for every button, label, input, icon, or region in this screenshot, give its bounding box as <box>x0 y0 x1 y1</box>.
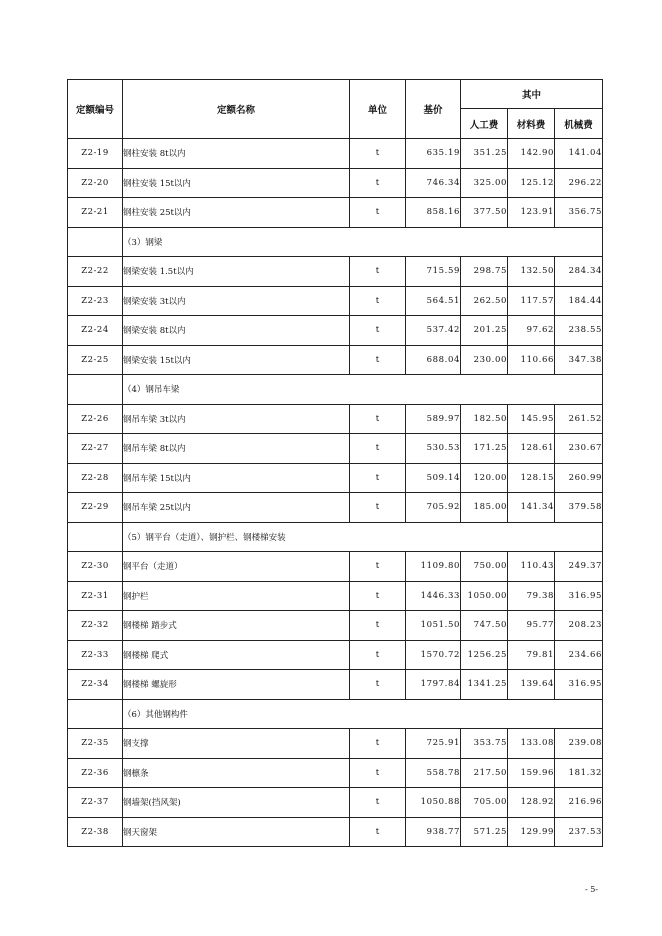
base-price-cell: 938.77 <box>406 817 461 847</box>
material-cost-cell: 110.66 <box>508 345 555 375</box>
unit-cell: t <box>350 758 406 788</box>
section-row <box>68 699 603 729</box>
unit-cell: t <box>350 817 406 847</box>
unit-cell: t <box>350 552 406 582</box>
quota-name: 钢支撑 <box>123 729 350 759</box>
quota-code: Z2-28 <box>68 463 123 493</box>
labor-cost-cell: 217.50 <box>461 758 508 788</box>
base-price-cell: 715.59 <box>406 257 461 287</box>
header-labor-cost: 人工费 <box>461 109 508 139</box>
quota-name: 钢柱安装 8t以内 <box>123 139 350 169</box>
section-row <box>68 522 603 552</box>
quota-code: Z2-37 <box>68 788 123 818</box>
machine-cost-cell: 261.52 <box>555 404 603 434</box>
labor-cost-cell: 1341.25 <box>461 670 508 700</box>
quota-code: Z2-22 <box>68 257 123 287</box>
unit-cell: t <box>350 198 406 228</box>
material-cost-cell: 128.92 <box>508 788 555 818</box>
table-row <box>68 316 603 346</box>
machine-cost-cell: 347.38 <box>555 345 603 375</box>
material-cost-cell: 142.90 <box>508 139 555 169</box>
table-row <box>68 493 603 523</box>
unit-cell: t <box>350 640 406 670</box>
quota-code: Z2-30 <box>68 552 123 582</box>
labor-cost-cell: 201.25 <box>461 316 508 346</box>
machine-cost-cell: 356.75 <box>555 198 603 228</box>
machine-cost-cell: 184.44 <box>555 286 603 316</box>
unit-cell: t <box>350 168 406 198</box>
material-cost-cell: 141.34 <box>508 493 555 523</box>
quota-code: Z2-27 <box>68 434 123 464</box>
table-row <box>68 788 603 818</box>
labor-cost-cell: 182.50 <box>461 404 508 434</box>
table-row <box>68 139 603 169</box>
machine-cost-cell: 239.08 <box>555 729 603 759</box>
section-title: （4）钢吊车梁 <box>123 375 603 405</box>
header-material-cost: 材料费 <box>508 109 555 139</box>
page-number: - 5- <box>584 885 598 894</box>
quota-code: Z2-36 <box>68 758 123 788</box>
section-row <box>68 227 603 257</box>
unit-cell: t <box>350 729 406 759</box>
labor-cost-cell: 325.00 <box>461 168 508 198</box>
base-price-cell: 537.42 <box>406 316 461 346</box>
base-price-cell: 589.97 <box>406 404 461 434</box>
material-cost-cell: 79.81 <box>508 640 555 670</box>
labor-cost-cell: 351.25 <box>461 139 508 169</box>
labor-cost-cell: 120.00 <box>461 463 508 493</box>
quota-name: 钢楼梯 螺旋形 <box>123 670 350 700</box>
material-cost-cell: 117.57 <box>508 286 555 316</box>
material-cost-cell: 95.77 <box>508 611 555 641</box>
machine-cost-cell: 181.32 <box>555 758 603 788</box>
labor-cost-cell: 262.50 <box>461 286 508 316</box>
table-row <box>68 758 603 788</box>
base-price-cell: 530.53 <box>406 434 461 464</box>
base-price-cell: 705.92 <box>406 493 461 523</box>
table-row <box>68 640 603 670</box>
machine-cost-cell: 238.55 <box>555 316 603 346</box>
quota-name: 钢护栏 <box>123 581 350 611</box>
labor-cost-cell: 1256.25 <box>461 640 508 670</box>
quota-name: 钢吊车梁 25t以内 <box>123 493 350 523</box>
quota-table <box>67 79 603 847</box>
machine-cost-cell: 237.53 <box>555 817 603 847</box>
machine-cost-cell: 208.23 <box>555 611 603 641</box>
unit-cell: t <box>350 286 406 316</box>
section-code-cell <box>68 699 123 729</box>
labor-cost-cell: 230.00 <box>461 345 508 375</box>
base-price-cell: 688.04 <box>406 345 461 375</box>
machine-cost-cell: 379.58 <box>555 493 603 523</box>
table-row <box>68 198 603 228</box>
unit-cell: t <box>350 257 406 287</box>
unit-cell: t <box>350 463 406 493</box>
header-machine-cost: 机械费 <box>555 109 603 139</box>
material-cost-cell: 132.50 <box>508 257 555 287</box>
quota-name: 钢柱安装 25t以内 <box>123 198 350 228</box>
quota-code: Z2-33 <box>68 640 123 670</box>
quota-name: 钢墙架(挡风架) <box>123 788 350 818</box>
header-unit: 单位 <box>350 80 406 139</box>
quota-code: Z2-31 <box>68 581 123 611</box>
machine-cost-cell: 216.96 <box>555 788 603 818</box>
section-title: （3）钢梁 <box>123 227 603 257</box>
machine-cost-cell: 316.95 <box>555 581 603 611</box>
material-cost-cell: 129.99 <box>508 817 555 847</box>
base-price-cell: 635.19 <box>406 139 461 169</box>
unit-cell: t <box>350 434 406 464</box>
labor-cost-cell: 750.00 <box>461 552 508 582</box>
labor-cost-cell: 171.25 <box>461 434 508 464</box>
table-row <box>68 168 603 198</box>
table-row <box>68 670 603 700</box>
labor-cost-cell: 747.50 <box>461 611 508 641</box>
table-row <box>68 552 603 582</box>
quota-name: 钢梁安装 3t以内 <box>123 286 350 316</box>
section-row <box>68 375 603 405</box>
machine-cost-cell: 234.66 <box>555 640 603 670</box>
unit-cell: t <box>350 611 406 641</box>
material-cost-cell: 139.64 <box>508 670 555 700</box>
base-price-cell: 558.78 <box>406 758 461 788</box>
table-row <box>68 404 603 434</box>
labor-cost-cell: 571.25 <box>461 817 508 847</box>
quota-code: Z2-21 <box>68 198 123 228</box>
machine-cost-cell: 296.22 <box>555 168 603 198</box>
table-row <box>68 463 603 493</box>
quota-code: Z2-38 <box>68 817 123 847</box>
base-price-cell: 509.14 <box>406 463 461 493</box>
base-price-cell: 725.91 <box>406 729 461 759</box>
quota-code: Z2-19 <box>68 139 123 169</box>
section-code-cell <box>68 522 123 552</box>
machine-cost-cell: 141.04 <box>555 139 603 169</box>
labor-cost-cell: 353.75 <box>461 729 508 759</box>
material-cost-cell: 110.43 <box>508 552 555 582</box>
quota-code: Z2-23 <box>68 286 123 316</box>
quota-code: Z2-20 <box>68 168 123 198</box>
quota-name: 钢平台（走道） <box>123 552 350 582</box>
unit-cell: t <box>350 670 406 700</box>
material-cost-cell: 128.15 <box>508 463 555 493</box>
machine-cost-cell: 230.67 <box>555 434 603 464</box>
machine-cost-cell: 249.37 <box>555 552 603 582</box>
labor-cost-cell: 1050.00 <box>461 581 508 611</box>
machine-cost-cell: 316.95 <box>555 670 603 700</box>
quota-name: 钢楼梯 爬式 <box>123 640 350 670</box>
quota-code: Z2-29 <box>68 493 123 523</box>
quota-name: 钢天窗架 <box>123 817 350 847</box>
labor-cost-cell: 705.00 <box>461 788 508 818</box>
base-price-cell: 1050.88 <box>406 788 461 818</box>
material-cost-cell: 79.38 <box>508 581 555 611</box>
header-base-price: 基价 <box>406 80 461 139</box>
table-row <box>68 434 603 464</box>
quota-name: 钢吊车梁 15t以内 <box>123 463 350 493</box>
header-among: 其中 <box>461 80 603 109</box>
quota-name: 钢檩条 <box>123 758 350 788</box>
section-code-cell <box>68 227 123 257</box>
table-row <box>68 581 603 611</box>
base-price-cell: 1051.50 <box>406 611 461 641</box>
quota-code: Z2-24 <box>68 316 123 346</box>
quota-name: 钢柱安装 15t以内 <box>123 168 350 198</box>
base-price-cell: 746.34 <box>406 168 461 198</box>
header-name: 定额名称 <box>123 80 350 139</box>
unit-cell: t <box>350 493 406 523</box>
table-row <box>68 257 603 287</box>
table-row <box>68 286 603 316</box>
unit-cell: t <box>350 316 406 346</box>
quota-code: Z2-26 <box>68 404 123 434</box>
section-code-cell <box>68 375 123 405</box>
labor-cost-cell: 298.75 <box>461 257 508 287</box>
section-title: （6）其他钢构件 <box>123 699 603 729</box>
base-price-cell: 1446.33 <box>406 581 461 611</box>
quota-code: Z2-35 <box>68 729 123 759</box>
unit-cell: t <box>350 581 406 611</box>
base-price-cell: 1797.84 <box>406 670 461 700</box>
base-price-cell: 564.51 <box>406 286 461 316</box>
quota-name: 钢楼梯 踏步式 <box>123 611 350 641</box>
unit-cell: t <box>350 404 406 434</box>
unit-cell: t <box>350 788 406 818</box>
quota-code: Z2-32 <box>68 611 123 641</box>
material-cost-cell: 125.12 <box>508 168 555 198</box>
table-row <box>68 345 603 375</box>
quota-name: 钢梁安装 8t以内 <box>123 316 350 346</box>
base-price-cell: 1570.72 <box>406 640 461 670</box>
machine-cost-cell: 260.99 <box>555 463 603 493</box>
material-cost-cell: 159.96 <box>508 758 555 788</box>
quota-name: 钢吊车梁 3t以内 <box>123 404 350 434</box>
quota-name: 钢梁安装 1.5t以内 <box>123 257 350 287</box>
material-cost-cell: 133.08 <box>508 729 555 759</box>
material-cost-cell: 123.91 <box>508 198 555 228</box>
quota-table-body <box>68 139 603 847</box>
quota-code: Z2-25 <box>68 345 123 375</box>
material-cost-cell: 97.62 <box>508 316 555 346</box>
section-title: （5）钢平台（走道）、钢护栏、钢楼梯安装 <box>123 522 603 552</box>
base-price-cell: 858.16 <box>406 198 461 228</box>
unit-cell: t <box>350 139 406 169</box>
quota-name: 钢吊车梁 8t以内 <box>123 434 350 464</box>
material-cost-cell: 128.61 <box>508 434 555 464</box>
labor-cost-cell: 185.00 <box>461 493 508 523</box>
base-price-cell: 1109.80 <box>406 552 461 582</box>
table-row <box>68 611 603 641</box>
quota-code: Z2-34 <box>68 670 123 700</box>
machine-cost-cell: 284.34 <box>555 257 603 287</box>
quota-name: 钢梁安装 15t以内 <box>123 345 350 375</box>
header-code: 定额编号 <box>68 80 123 139</box>
unit-cell: t <box>350 345 406 375</box>
material-cost-cell: 145.95 <box>508 404 555 434</box>
table-row <box>68 729 603 759</box>
labor-cost-cell: 377.50 <box>461 198 508 228</box>
table-row <box>68 817 603 847</box>
